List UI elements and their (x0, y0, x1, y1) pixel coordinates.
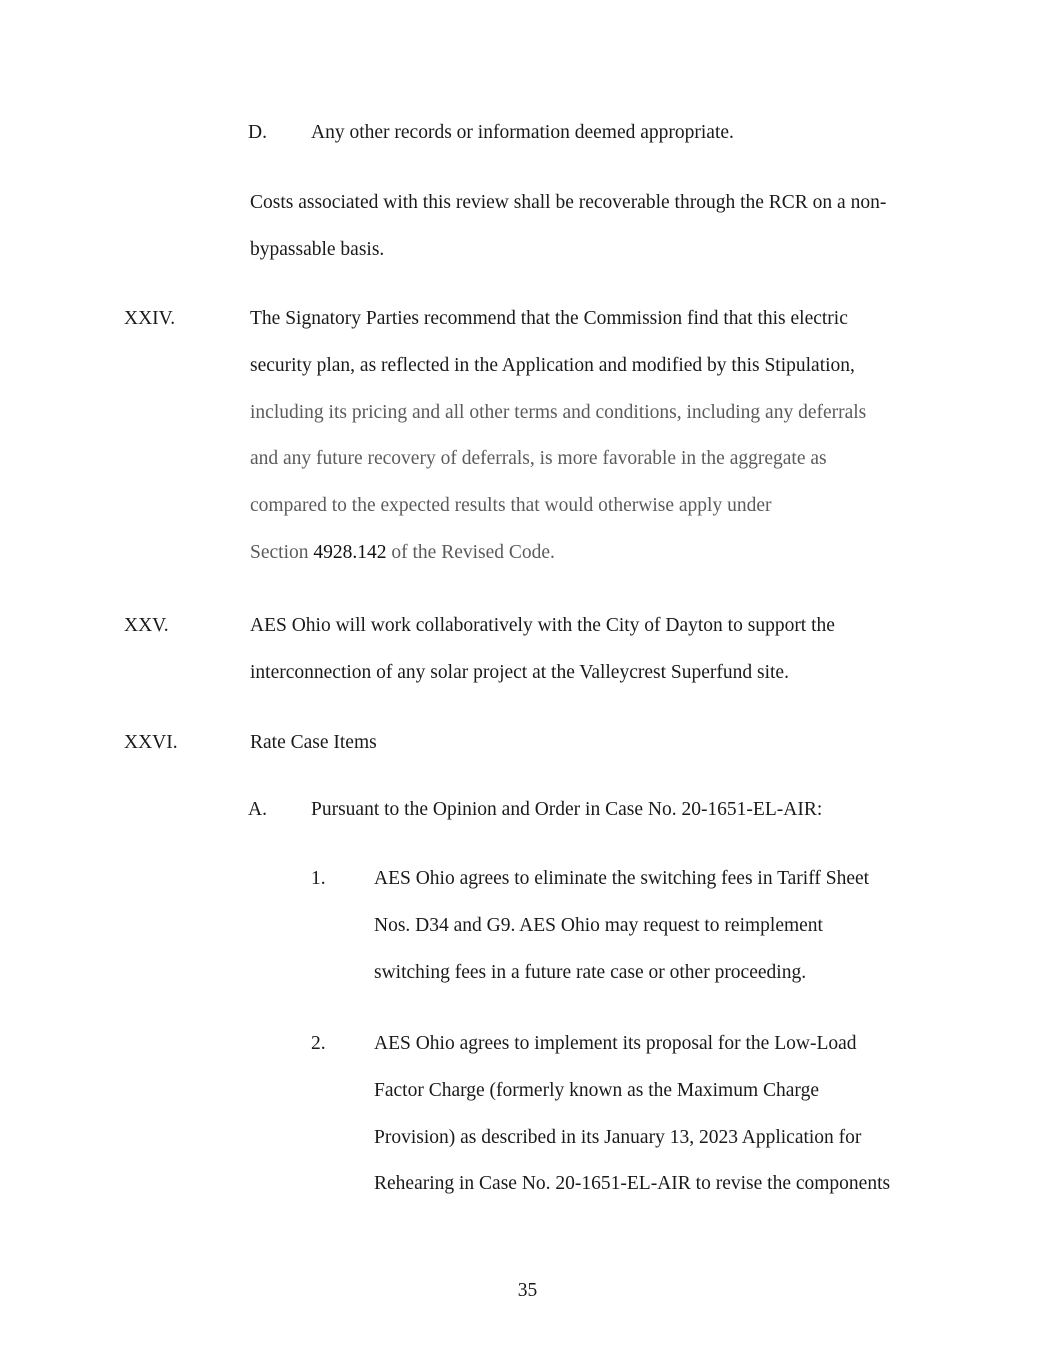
text-line: compared to the expected results that would otherwise apply under (250, 495, 772, 517)
item-marker: D. (248, 122, 267, 143)
item-marker: XXVI. (124, 732, 178, 753)
section-xxv (0, 603, 1055, 697)
text-line: including its pricing and all other terms and conditions, including any deferrals (250, 401, 867, 423)
text-line: Costs associated with this review shall be recoverable through the RCR on a non- (250, 192, 887, 213)
text-line: The Signatory Parties recommend that the Commission find that this electric (250, 308, 848, 329)
text-line: Nos. D34 and G9. AES Ohio may request to reimplement (374, 914, 823, 936)
item-marker: XXIV. (124, 308, 176, 329)
section-xxiv (0, 296, 1055, 577)
text-line: and any future recovery of deferrals, is more favorable in the aggregate as (250, 448, 827, 470)
text-line: Factor Charge (formerly known as the Maximum Charge (374, 1079, 819, 1101)
text-line (250, 530, 1055, 577)
list-item-a (0, 787, 1055, 834)
item-marker: 2. (311, 1033, 326, 1054)
text-line: switching fees in a future rate case or other proceeding. (374, 961, 807, 983)
text-line: AES Ohio agrees to eliminate the switching fees in Tariff Sheet (374, 868, 870, 889)
text-line: Pursuant to the Opinion and Order in Case No. 20-1651-EL-AIR: (311, 799, 823, 820)
text-line: Any other records or information deemed appropriate. (311, 122, 734, 143)
section-heading: Rate Case Items (250, 732, 377, 753)
text-line: interconnection of any solar project at the Valleycrest Superfund site. (250, 661, 789, 683)
text-line: security plan, as reflected in the Application and modified by this Stipulation, (250, 354, 855, 376)
text-line: AES Ohio agrees to implement its proposal for the Low-Load (374, 1033, 857, 1054)
paragraph-costs-recovery (0, 180, 1055, 274)
item-marker: A. (248, 799, 267, 820)
statute-reference-prefix: Section (250, 541, 314, 563)
text-line: Rehearing in Case No. 20-1651-EL-AIR to revise the components (374, 1173, 891, 1195)
page-number: 35 (517, 1280, 538, 1301)
list-item-1 (0, 856, 1055, 996)
item-marker: XXV. (124, 615, 169, 636)
section-xxvi-rate-case-items (0, 720, 1055, 767)
statute-citation: 4928.142 (313, 541, 387, 563)
list-item-d (0, 110, 1055, 157)
text-line: bypassable basis. (250, 238, 385, 260)
list-item-2 (0, 1021, 1055, 1208)
text-line: Provision) as described in its January 13, 2023 Application for (374, 1126, 862, 1148)
statute-reference-suffix: of the Revised Code. (386, 541, 555, 563)
item-marker: 1. (311, 868, 326, 889)
text-line: AES Ohio will work collaboratively with the City of Dayton to support the (250, 615, 835, 636)
